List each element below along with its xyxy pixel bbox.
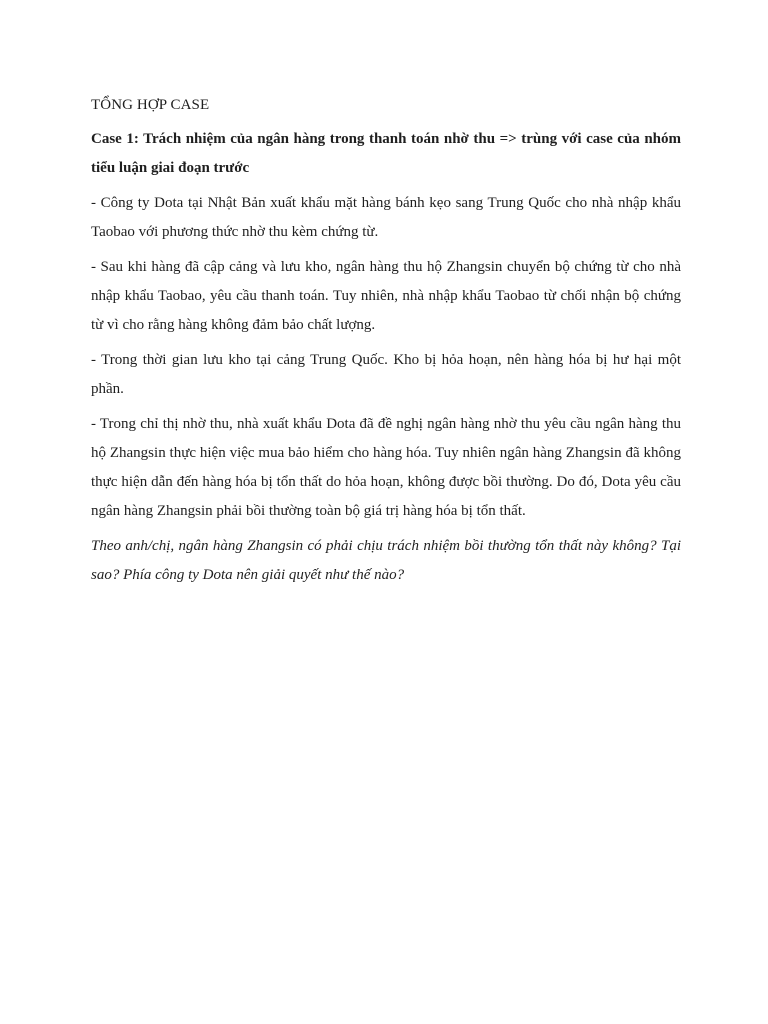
paragraph-insurance-claim: - Trong chỉ thị nhờ thu, nhà xuất khẩu Dota đã đề nghị ngân hàng nhờ thu yêu cầu ngân hàng thu hộ Zhangsin thực hiện việc mua bảo hiểm cho hàng hóa. Tuy nhiên ngân hàng Zhangsin đã không thực hiện dẫn đến hàng hóa bị tổn thất do hỏa hoạn, không được bồi thường. Do đó, Dota yêu cầu ngân hàng Zhangsin phải bồi thường toàn bộ giá trị hàng hóa bị tổn thất. (91, 416, 681, 519)
paragraph-export-contract: - Công ty Dota tại Nhật Bản xuất khẩu mặt hàng bánh kẹo sang Trung Quốc cho nhà nhập khẩu Taobao với phương thức nhờ thu kèm chứng từ. (91, 195, 681, 240)
case-question: Theo anh/chị, ngân hàng Zhangsin có phải chịu trách nhiệm bồi thường tổn thất này không? Tại sao? Phía công ty Dota nên giải quyết như thế nào? (91, 538, 681, 583)
document-heading: TỔNG HỢP CASE (91, 97, 210, 113)
paragraph-warehouse-fire: - Trong thời gian lưu kho tại cảng Trung Quốc. Kho bị hỏa hoạn, nên hàng hóa bị hư hại một phần. (91, 352, 681, 397)
case-title: Case 1: Trách nhiệm của ngân hàng trong thanh toán nhờ thu => trùng với case của nhóm tiểu luận giai đoạn trước (91, 131, 681, 176)
paragraph-document-refusal: - Sau khi hàng đã cập cảng và lưu kho, ngân hàng thu hộ Zhangsin chuyển bộ chứng từ cho nhà nhập khẩu Taobao, yêu cầu thanh toán. Tuy nhiên, nhà nhập khẩu Taobao từ chối nhận bộ chứng từ vì cho rằng hàng không đảm bảo chất lượng. (91, 259, 681, 333)
document-body (91, 91, 681, 590)
